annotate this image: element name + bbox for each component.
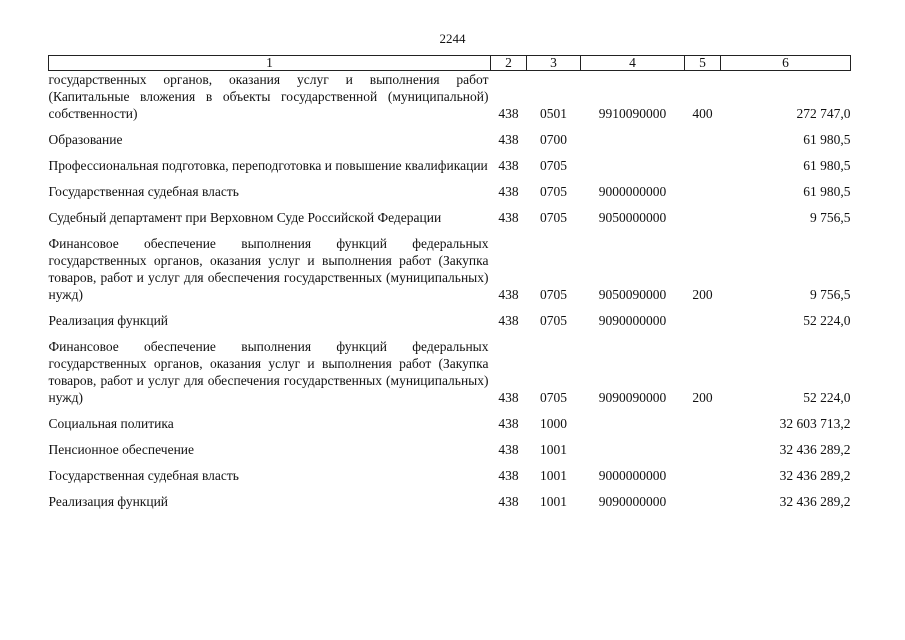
row-kind-code [685,174,721,200]
row-admin-code: 438 [498,287,519,302]
row-kind-code [685,122,721,148]
header-col-1: 1 [49,56,491,71]
row-amount: 61 980,5 [803,158,851,173]
row-admin-code: 438 [498,132,519,147]
row-target-code: 9090000000 [598,313,667,328]
row-kind-code: 400 [692,106,713,121]
budget-table [48,55,851,510]
table-row [49,71,851,123]
row-admin-code: 438 [498,158,519,173]
row-amount: 32 436 289,2 [779,468,851,483]
row-amount: 32 436 289,2 [779,494,851,509]
row-target-code: 9000000000 [598,468,667,483]
row-admin-code: 438 [498,416,519,431]
header-col-5: 5 [685,56,721,71]
row-amount: 61 980,5 [803,184,851,199]
row-amount: 32 603 713,2 [779,416,851,431]
row-section-code: 0705 [540,390,567,405]
table-row [49,329,851,406]
row-amount: 9 756,5 [810,287,851,302]
row-name: государственных органов, оказания услуг и выполнения работ (Капитальные вложения в объекты государственной (муниципальной) собственности) [48,72,489,121]
row-amount: 61 980,5 [803,132,851,147]
row-admin-code: 438 [498,106,519,121]
header-col-2: 2 [491,56,527,71]
row-admin-code: 438 [498,442,519,457]
row-kind-code: 200 [692,390,713,405]
row-target-code: 9050090000 [598,287,667,302]
row-name: Судебный департамент при Верховном Суде Российской Федерации [48,210,442,225]
row-kind-code [685,303,721,329]
row-kind-code [685,200,721,226]
row-target-code: 9090000000 [598,494,667,509]
row-section-code: 0705 [540,184,567,199]
table-row [49,432,851,458]
row-section-code: 0705 [540,210,567,225]
row-name: Финансовое обеспечение выполнения функций федеральных государственных органов, оказания услуг и выполнения работ (Закупка товаров, работ и услуг для обеспечения государственных (муниципальных) нужд) [48,236,489,302]
row-section-code: 0705 [540,287,567,302]
row-name: Образование [48,132,123,147]
row-amount: 9 756,5 [810,210,851,225]
row-section-code: 0501 [540,106,567,121]
row-section-code: 0705 [540,158,567,173]
row-target-code: 9910090000 [598,106,667,121]
row-section-code: 1001 [540,494,567,509]
row-admin-code: 438 [498,313,519,328]
header-col-4: 4 [581,56,685,71]
row-admin-code: 438 [498,468,519,483]
row-target-code [581,122,685,148]
row-kind-code [685,432,721,458]
row-section-code: 0705 [540,313,567,328]
row-section-code: 0700 [540,132,567,147]
row-kind-code [685,458,721,484]
row-amount: 272 747,0 [796,106,851,121]
table-row [49,406,851,432]
row-section-code: 1001 [540,442,567,457]
row-target-code: 9090090000 [598,390,667,405]
row-target-code [581,432,685,458]
row-admin-code: 438 [498,494,519,509]
row-target-code [581,148,685,174]
row-name: Реализация функций [48,494,169,509]
row-target-code: 9000000000 [598,184,667,199]
row-section-code: 1000 [540,416,567,431]
table-row [49,303,851,329]
row-name: Социальная политика [48,416,174,431]
row-kind-code [685,484,721,510]
table-row [49,148,851,174]
row-admin-code: 438 [498,390,519,405]
row-amount: 52 224,0 [803,313,851,328]
row-kind-code [685,148,721,174]
row-kind-code [685,406,721,432]
table-row [49,200,851,226]
header-row [49,56,851,71]
header-col-3: 3 [527,56,581,71]
header-col-6: 6 [721,56,851,71]
page-number: 2244 [439,31,466,46]
table-row [49,122,851,148]
table-row [49,174,851,200]
row-amount: 32 436 289,2 [779,442,851,457]
row-name: Профессиональная подготовка, переподготовка и повышение квалификации [48,158,488,173]
table-header [49,56,851,71]
table-row [49,226,851,303]
row-section-code: 1001 [540,468,567,483]
row-name: Финансовое обеспечение выполнения функций федеральных государственных органов, оказания услуг и выполнения работ (Закупка товаров, работ и услуг для обеспечения государственных (муниципальных) нужд) [48,339,489,405]
table-body [49,71,851,511]
row-target-code: 9050000000 [598,210,667,225]
row-amount: 52 224,0 [803,390,851,405]
table-row [49,484,851,510]
row-name: Государственная судебная власть [48,184,239,199]
table-row [49,458,851,484]
row-kind-code: 200 [692,287,713,302]
row-name: Реализация функций [48,313,169,328]
row-name: Государственная судебная власть [48,468,239,483]
row-admin-code: 438 [498,184,519,199]
row-admin-code: 438 [498,210,519,225]
row-target-code [581,406,685,432]
row-name: Пенсионное обеспечение [48,442,195,457]
